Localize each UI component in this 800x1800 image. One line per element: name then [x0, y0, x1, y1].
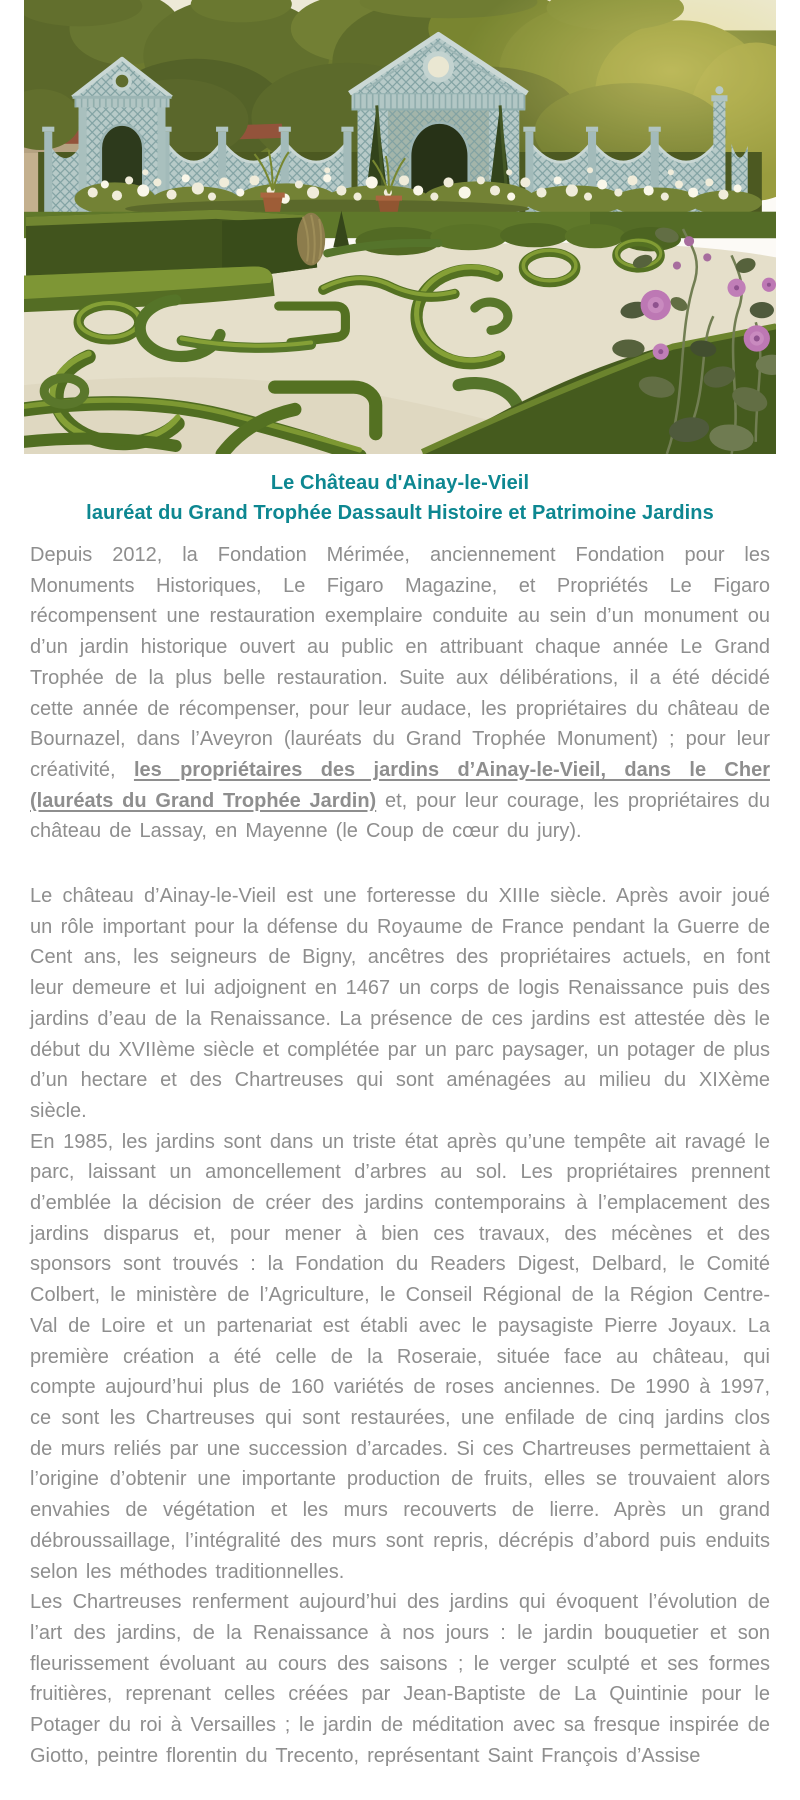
hero-photo — [24, 0, 776, 454]
title-line-2: lauréat du Grand Trophée Dassault Histoire et Patrimoine Jardins — [86, 502, 714, 524]
intro-text-after: et, pour leur courage, les propriétaires du château de Lassay, en Mayenne (le Coup de cœur du jury). — [30, 789, 770, 843]
garden-photo-illustration — [24, 0, 776, 454]
article-body — [30, 540, 770, 1771]
title-line-1: Le Château d'Ainay-le-Vieil — [270, 472, 530, 494]
award-highlight-link[interactable]: les propriétaires des jardins d’Ainay-le-Vieil, dans le Cher (lauréats du Grand Trophée Jardin) — [30, 758, 770, 812]
intro-text-before: Depuis 2012, la Fondation Mérimée, anciennement Fondation pour les Monuments Historiques, Le Figaro Magazine, et Propriétés Le Figaro récompensent une restauration exemplaire conduite au sein d’un monument ou d’un jardin historique ouvert au public en attribuant chaque année Le Grand Trophée de la plus belle restauration. Suite aux délibérations, il a été décidé cette année de récompenser, pour leur audace, les propriétaires du château de Bournazel, dans l’Aveyron (lauréats du Grand Trophée Monument) ; pour leur créativité, — [30, 544, 770, 781]
paragraph-history: Le château d’Ainay-le-Vieil est une forteresse du XIIIe siècle. Après avoir joué un rôle important pour la défense du Royaume de France pendant la Guerre de Cent ans, les seigneurs de Bigny, ancêtres des propriétaires actuels, en font leur demeure et lui adjoignent en 1467 un corps de logis Renaissance puis des jardins d’eau de la Renaissance. La présence de ces jardins est attestée dès le début du XVIIème siècle et complétée par un parc paysager, un potager de plus d’un hectare et des Chartreuses qui sont aménagées au milieu du XIXème siècle. — [30, 885, 770, 1122]
article-title — [30, 468, 770, 528]
warm-tint — [24, 0, 776, 454]
paragraph-chartreuses: Les Chartreuses renferment aujourd’hui des jardins qui évoquent l’évolution de l’art des jardins, de la Renaissance à nos jours : le jardin bouquetier et son fleurissement évoluant au cours des saisons ; le verger sculpté et ses formes fruitières, reprenant celles créées par Jean-Baptiste de La Quintinie pour le Potager du roi à Versailles ; le jardin de méditation avec sa fresque inspirée de Giotto, peintre florentin du Trecento, représentant Saint François d’Assise — [30, 1591, 770, 1767]
paragraph-restoration: En 1985, les jardins sont dans un triste état après qu’une tempête ait ravagé le parc, laissant un amoncellement d’arbres au sol. Les propriétaires prennent d’emblée la décision de créer des jardins contemporains à l’emplacement des jardins disparus et, pour mener à bien ces travaux, des mécènes et des sponsors sont trouvés : la Fondation du Readers Digest, Delbard, le Comité Colbert, le ministère de l’Agriculture, le Conseil Régional de la Région Centre-Val de Loire et un partenariat est établi avec le paysagiste Pierre Joyaux. La première création a été celle de la Roseraie, située face au château, qui compte aujourd’hui plus de 160 variétés de roses anciennes. De 1990 à 1997, ce sont les Chartreuses qui sont restaurées, une enfilade de cinq jardins clos de murs reliés par une succession d’arcades. Si ces Chartreuses permettaient à l’origine d’obtenir une importante production de fruits, elles se trouvaient alors envahies de végétation et les murs recouverts de lierre. Après un grand débroussaillage, l’intégralité des murs sont repris, décrépis d’abord puis enduits selon les méthodes traditionnelles. — [30, 1130, 770, 1583]
paragraph-intro — [30, 540, 770, 847]
